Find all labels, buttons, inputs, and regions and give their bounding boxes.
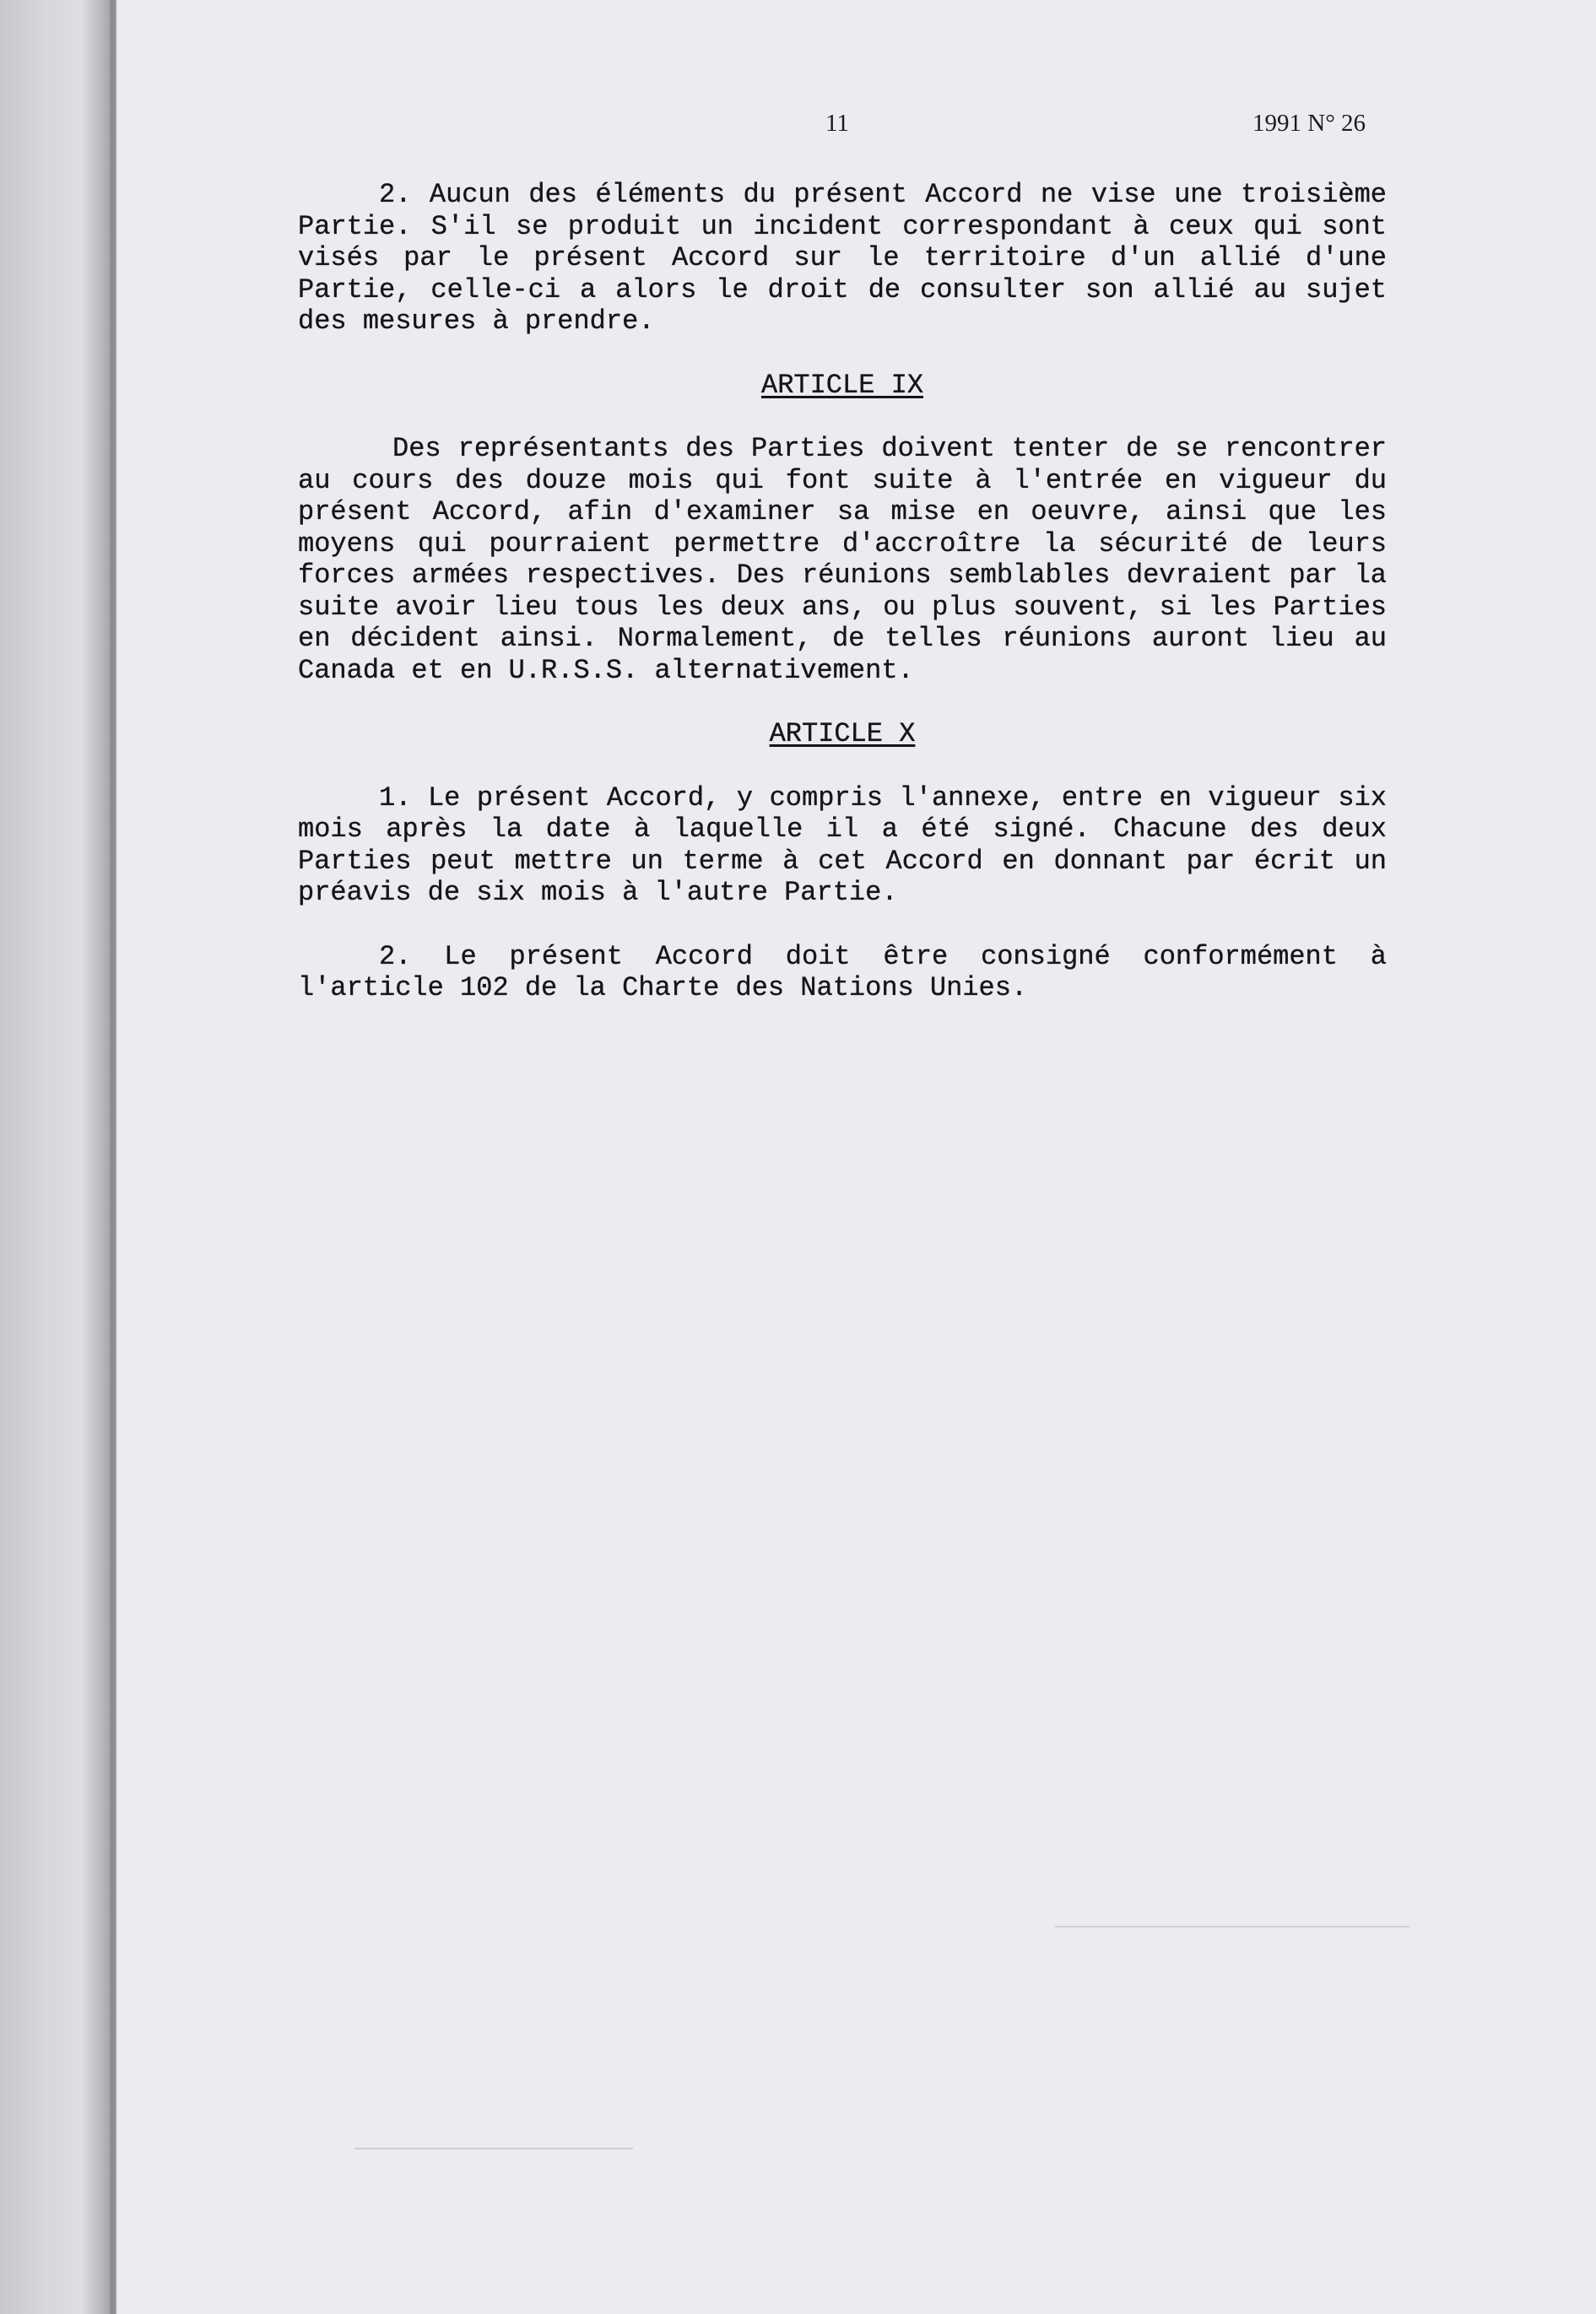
page-binding-edge [110,0,115,2314]
article-8-paragraph-2: 2. Aucun des éléments du présent Accord ne vise une troisième Partie. S'il se produit un incident correspondant à ceux qui sont visés par le présent Accord sur le territoire d'un allié d'une Partie, celle-ci a alors le droit de consulter son allié au sujet des mesures à prendre. [298,179,1387,337]
running-header [0,110,1596,143]
article-10-heading: ARTICLE X [769,718,916,749]
article-10-paragraph-1: 1. Le présent Accord, y compris l'annexe, entre en vigueur six mois après la date à laquelle il a été signé. Chacune des deux Parties peut mettre un terme à cet Accord en donnant par écrit un préavis de six mois à l'autre Partie. [298,781,1387,908]
article-9-heading: ARTICLE IX [760,369,924,401]
article-10-paragraph-2: 2. Le présent Accord doit être consigné conformément à l'article 102 de la Charte des Nations Unies. [298,940,1387,1003]
page-number: 11 [825,110,849,137]
document-body [298,179,1387,1004]
article-9-paragraph: Des représentants des Parties doivent tenter de se rencontrer au cours des douze mois qui font suite à l'entrée en vigueur du présent Accord, afin d'examiner sa mise en oeuvre, ainsi que les moyens qui pourraient permettre d'accroître la sécurité de leurs forces armées respectives. Des réunions semblables devraient par la suite avoir lieu tous les deux ans, ou plus souvent, si les Parties en décident ainsi. Normalement, de telles réunions auront lieu au Canada et en U.R.S.S. alternativement. [298,433,1387,686]
journal-reference: 1991 N° 26 [1252,110,1366,137]
page-binding-shadow [0,0,116,2314]
show-through-rule [1055,1926,1409,1927]
show-through-rule [354,2148,633,2149]
